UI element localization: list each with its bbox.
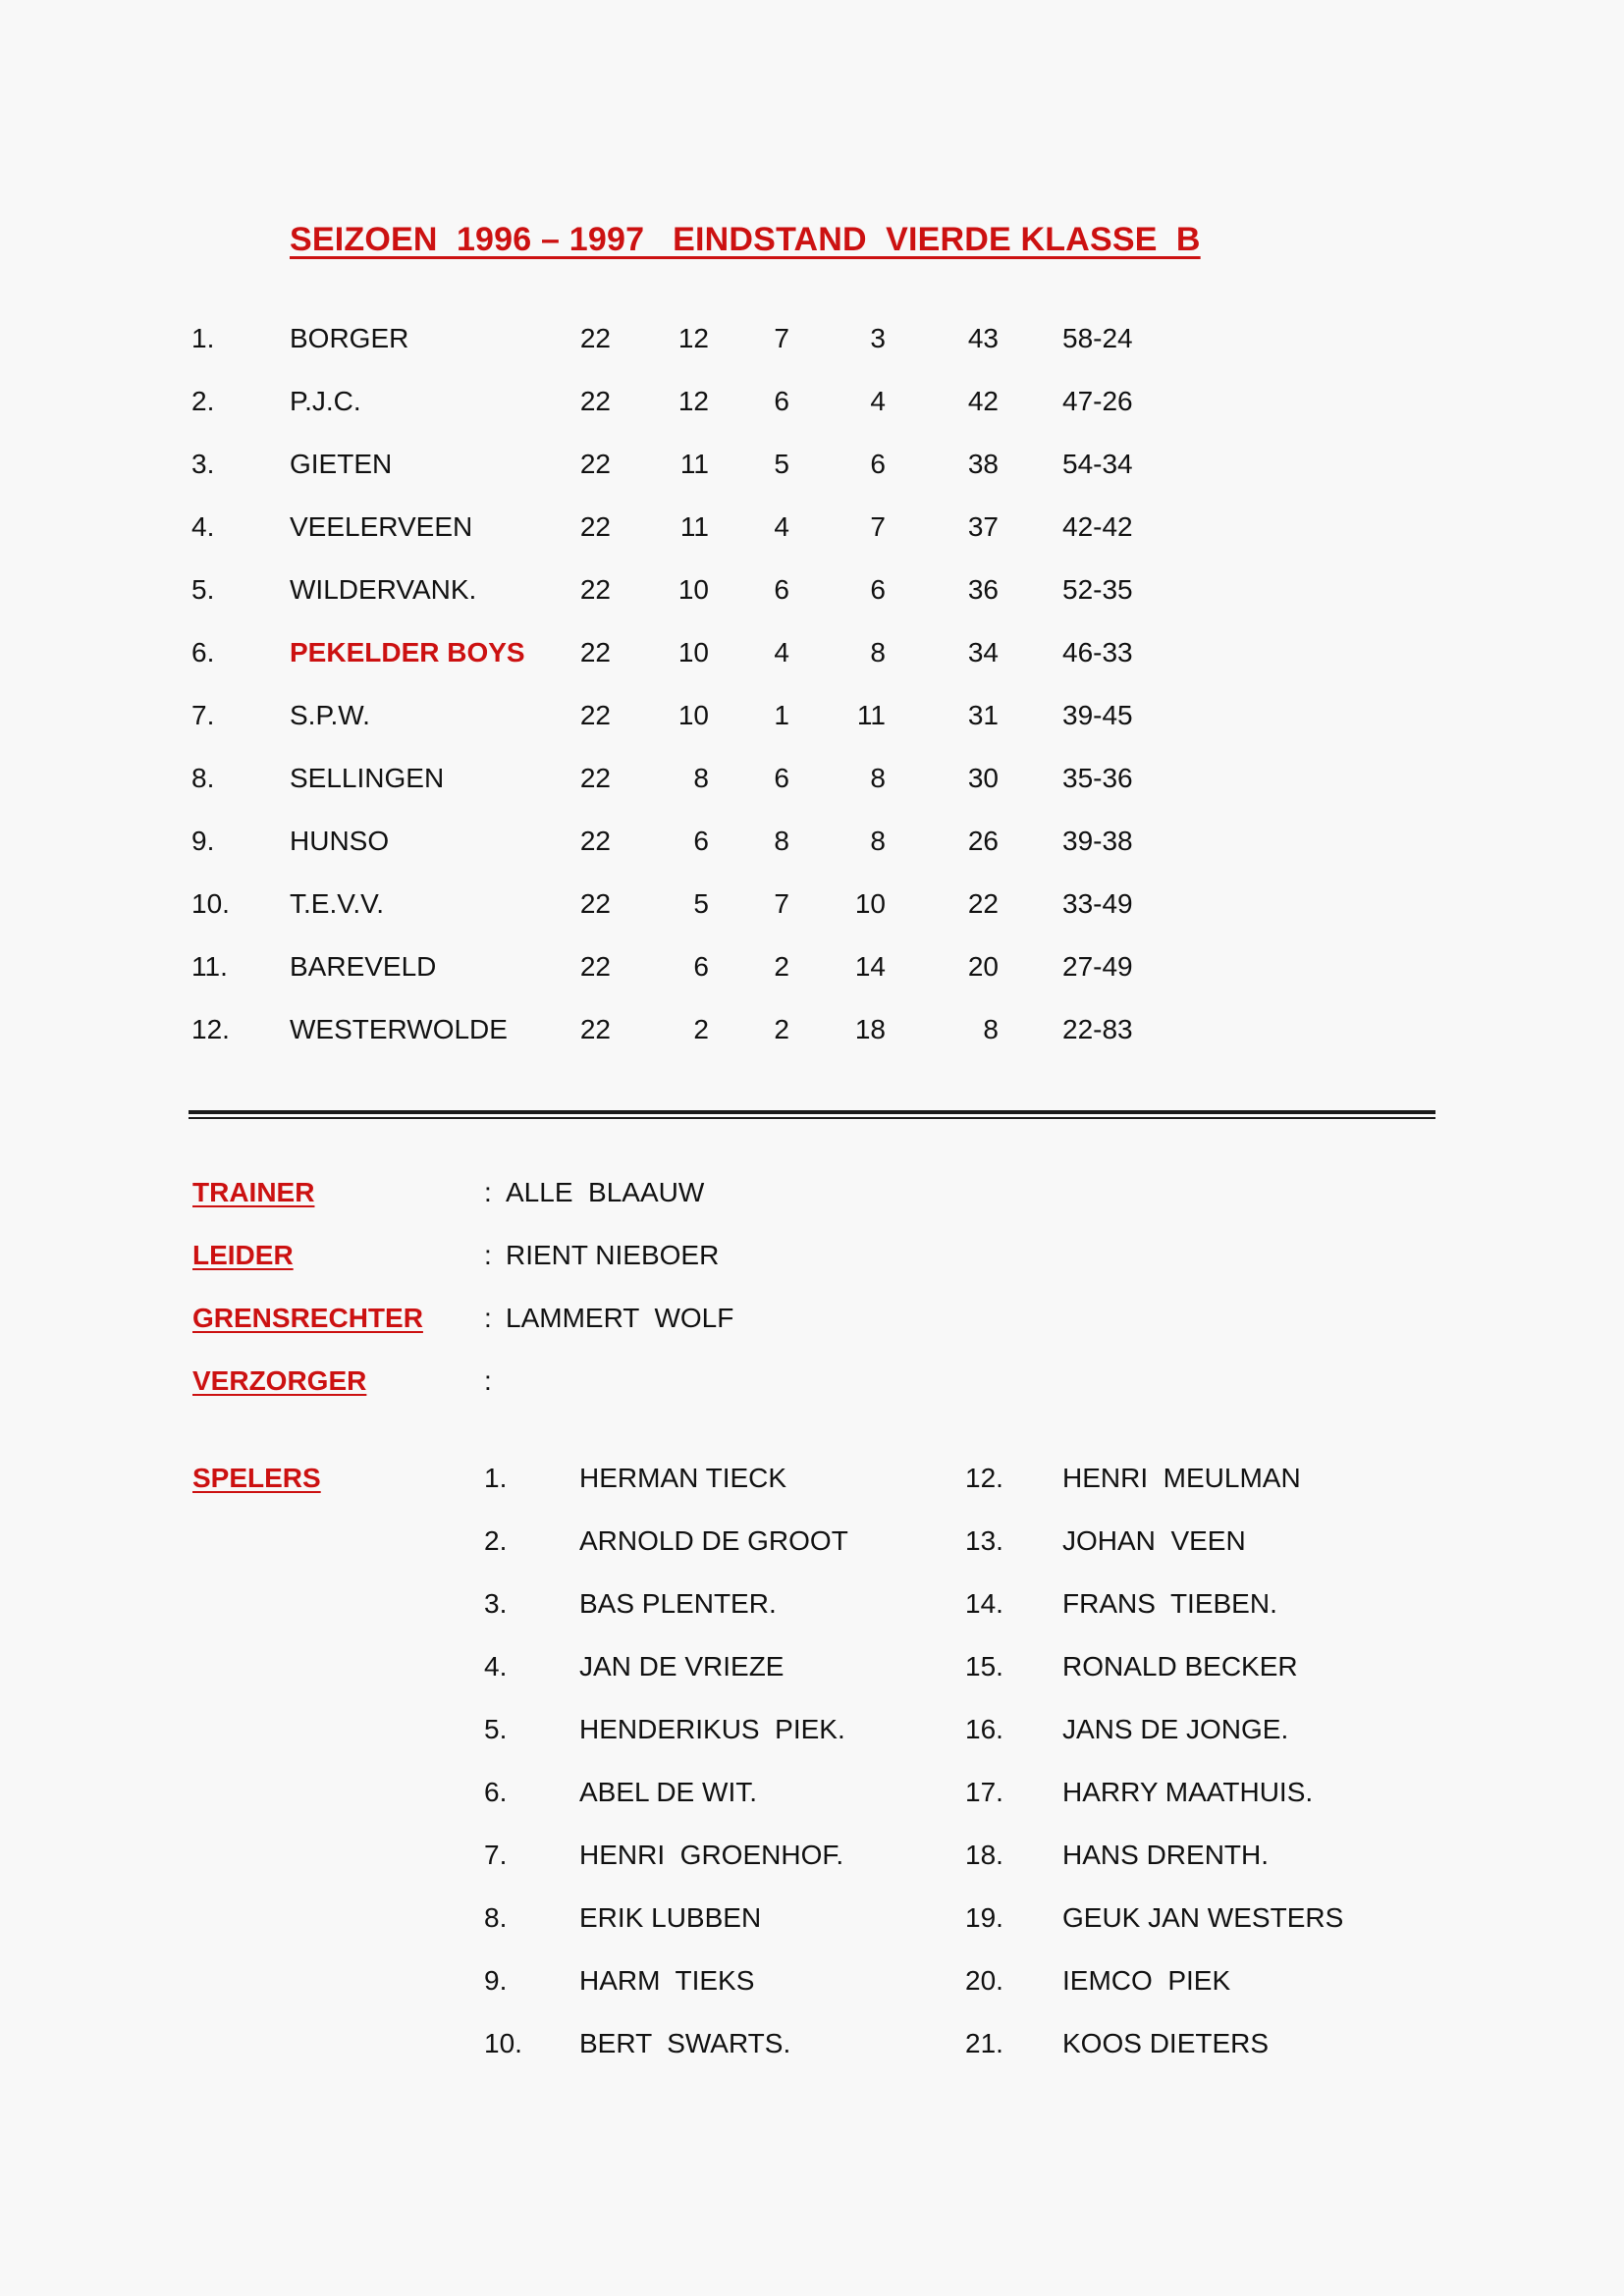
drawn-cell: 7 — [774, 323, 789, 353]
player-name: JOHAN VEEN — [1062, 1525, 1246, 1556]
player-name: HARRY MAATHUIS. — [1062, 1777, 1314, 1807]
drawn-cell: 4 — [774, 637, 789, 667]
player-number: 7. — [484, 1840, 508, 1870]
drawn-cell: 6 — [774, 574, 789, 605]
team-cell: WESTERWOLDE — [290, 1014, 508, 1044]
list-item — [0, 1896, 1624, 1958]
points-cell: 31 — [967, 700, 999, 730]
drawn-cell: 4 — [774, 511, 789, 542]
won-cell: 11 — [679, 511, 709, 542]
team-cell: S.P.W. — [290, 700, 370, 730]
player-name: BERT SWARTS. — [579, 2028, 791, 2058]
played-cell: 22 — [579, 763, 611, 793]
won-cell: 2 — [693, 1014, 709, 1044]
player-name: RONALD BECKER — [1062, 1651, 1298, 1682]
won-cell: 8 — [693, 763, 709, 793]
staff-row — [0, 1170, 1624, 1233]
page-title: SEIZOEN 1996 – 1997 EINDSTAND VIERDE KLASSE B — [290, 221, 1201, 258]
player-name: HANS DRENTH. — [1062, 1840, 1270, 1870]
list-item — [0, 1581, 1624, 1644]
divider-line-thin — [189, 1117, 1435, 1119]
drawn-cell: 5 — [774, 449, 789, 479]
player-number: 5. — [484, 1714, 508, 1744]
player-number: 16. — [965, 1714, 1003, 1744]
played-cell: 22 — [579, 449, 611, 479]
table-row — [0, 316, 1624, 379]
rank-cell: 1. — [191, 323, 215, 353]
played-cell: 22 — [579, 574, 611, 605]
rank-cell: 5. — [191, 574, 215, 605]
player-number: 19. — [965, 1902, 1003, 1933]
player-number: 21. — [965, 2028, 1003, 2058]
rank-cell: 4. — [191, 511, 215, 542]
table-row — [0, 567, 1624, 630]
played-cell: 22 — [579, 511, 611, 542]
points-cell: 30 — [967, 763, 999, 793]
played-cell: 22 — [579, 826, 611, 856]
separator: : — [484, 1303, 492, 1333]
list-item — [0, 1644, 1624, 1707]
won-cell: 6 — [693, 951, 709, 982]
goals-cell: 46-33 — [1062, 637, 1133, 667]
player-name: IEMCO PIEK — [1062, 1965, 1231, 1996]
table-row — [0, 630, 1624, 693]
lost-cell: 10 — [854, 888, 886, 919]
goals-cell: 42-42 — [1062, 511, 1133, 542]
points-cell: 38 — [967, 449, 999, 479]
player-name: HARM TIEKS — [579, 1965, 755, 1996]
points-cell: 42 — [967, 386, 999, 416]
goals-cell: 58-24 — [1062, 323, 1133, 353]
points-cell: 34 — [967, 637, 999, 667]
played-cell: 22 — [579, 323, 611, 353]
player-number: 13. — [965, 1525, 1003, 1556]
played-cell: 22 — [579, 700, 611, 730]
lost-cell: 14 — [854, 951, 886, 982]
rank-cell: 12. — [191, 1014, 230, 1044]
won-cell: 5 — [693, 888, 709, 919]
standings-table — [0, 316, 1624, 1070]
team-cell: T.E.V.V. — [290, 888, 385, 919]
played-cell: 22 — [579, 951, 611, 982]
points-cell: 22 — [967, 888, 999, 919]
player-number: 3. — [484, 1588, 508, 1619]
list-item — [0, 1958, 1624, 2021]
drawn-cell: 1 — [774, 700, 789, 730]
player-name: KOOS DIETERS — [1062, 2028, 1270, 2058]
lost-cell: 8 — [870, 637, 886, 667]
goals-cell: 27-49 — [1062, 951, 1133, 982]
played-cell: 22 — [579, 1014, 611, 1044]
lost-cell: 6 — [870, 449, 886, 479]
list-item — [0, 1770, 1624, 1833]
team-cell: GIETEN — [290, 449, 393, 479]
staff-role-label: LEIDER — [192, 1240, 294, 1270]
player-name: HENRI MEULMAN — [1062, 1463, 1301, 1493]
goals-cell: 54-34 — [1062, 449, 1133, 479]
staff-role-label: TRAINER — [192, 1177, 315, 1207]
team-cell: VEELERVEEN — [290, 511, 473, 542]
goals-cell: 39-45 — [1062, 700, 1133, 730]
table-row — [0, 1007, 1624, 1070]
player-name: HENRI GROENHOF. — [579, 1840, 844, 1870]
points-cell: 43 — [967, 323, 999, 353]
separator: : — [484, 1240, 492, 1270]
team-cell: BORGER — [290, 323, 409, 353]
player-name: HERMAN TIECK — [579, 1463, 787, 1493]
rank-cell: 2. — [191, 386, 215, 416]
drawn-cell: 7 — [774, 888, 789, 919]
player-name: FRANS TIEBEN. — [1062, 1588, 1277, 1619]
drawn-cell: 2 — [774, 1014, 789, 1044]
table-row — [0, 756, 1624, 819]
lost-cell: 7 — [870, 511, 886, 542]
team-cell: BAREVELD — [290, 951, 437, 982]
points-cell: 26 — [967, 826, 999, 856]
list-item — [0, 2021, 1624, 2084]
drawn-cell: 8 — [774, 826, 789, 856]
player-number: 1. — [484, 1463, 508, 1493]
rank-cell: 8. — [191, 763, 215, 793]
divider-line — [189, 1110, 1435, 1114]
staff-name: ALLE BLAAUW — [506, 1177, 705, 1207]
points-cell: 37 — [967, 511, 999, 542]
won-cell: 12 — [677, 323, 709, 353]
lost-cell: 18 — [854, 1014, 886, 1044]
won-cell: 10 — [677, 700, 709, 730]
player-number: 8. — [484, 1902, 508, 1933]
player-number: 6. — [484, 1777, 508, 1807]
player-number: 17. — [965, 1777, 1003, 1807]
player-name: BAS PLENTER. — [579, 1588, 777, 1619]
drawn-cell: 6 — [774, 386, 789, 416]
rank-cell: 11. — [191, 951, 228, 982]
won-cell: 10 — [677, 637, 709, 667]
list-item — [0, 1456, 1624, 1519]
table-row — [0, 379, 1624, 442]
lost-cell: 4 — [870, 386, 886, 416]
lost-cell: 8 — [870, 826, 886, 856]
staff-role-label: VERZORGER — [192, 1365, 367, 1396]
won-cell: 11 — [679, 449, 709, 479]
separator: : — [484, 1365, 492, 1396]
goals-cell: 35-36 — [1062, 763, 1133, 793]
player-number: 20. — [965, 1965, 1003, 1996]
table-row — [0, 944, 1624, 1007]
points-cell: 20 — [967, 951, 999, 982]
drawn-cell: 2 — [774, 951, 789, 982]
staff-row — [0, 1359, 1624, 1421]
points-cell: 8 — [983, 1014, 999, 1044]
played-cell: 22 — [579, 386, 611, 416]
list-item — [0, 1833, 1624, 1896]
staff-role-label: GRENSRECHTER — [192, 1303, 423, 1333]
player-number: 15. — [965, 1651, 1003, 1682]
player-number: 14. — [965, 1588, 1003, 1619]
drawn-cell: 6 — [774, 763, 789, 793]
player-name: JAN DE VRIEZE — [579, 1651, 785, 1682]
staff-row — [0, 1296, 1624, 1359]
players-list — [0, 1456, 1624, 2084]
player-number: 2. — [484, 1525, 508, 1556]
lost-cell: 8 — [870, 763, 886, 793]
player-number: 4. — [484, 1651, 508, 1682]
team-cell: WILDERVANK. — [290, 574, 477, 605]
played-cell: 22 — [579, 888, 611, 919]
won-cell: 10 — [677, 574, 709, 605]
goals-cell: 52-35 — [1062, 574, 1133, 605]
rank-cell: 3. — [191, 449, 215, 479]
table-row — [0, 693, 1624, 756]
rank-cell: 10. — [191, 888, 230, 919]
goals-cell: 47-26 — [1062, 386, 1133, 416]
table-row — [0, 881, 1624, 944]
staff-row — [0, 1233, 1624, 1296]
player-number: 18. — [965, 1840, 1003, 1870]
list-item — [0, 1519, 1624, 1581]
player-name: GEUK JAN WESTERS — [1062, 1902, 1344, 1933]
player-name: ERIK LUBBEN — [579, 1902, 762, 1933]
won-cell: 6 — [693, 826, 709, 856]
goals-cell: 22-83 — [1062, 1014, 1133, 1044]
staff-name: RIENT NIEBOER — [506, 1240, 720, 1270]
rank-cell: 6. — [191, 637, 215, 667]
team-cell: P.J.C. — [290, 386, 361, 416]
staff-list — [0, 1170, 1624, 1421]
rank-cell: 9. — [191, 826, 215, 856]
player-number: 9. — [484, 1965, 508, 1996]
staff-name: LAMMERT WOLF — [506, 1303, 734, 1333]
table-row — [0, 505, 1624, 567]
lost-cell: 11 — [856, 700, 886, 730]
team-cell: HUNSO — [290, 826, 390, 856]
lost-cell: 3 — [870, 323, 886, 353]
list-item — [0, 1707, 1624, 1770]
goals-cell: 39-38 — [1062, 826, 1133, 856]
separator: : — [484, 1177, 492, 1207]
lost-cell: 6 — [870, 574, 886, 605]
goals-cell: 33-49 — [1062, 888, 1133, 919]
player-number: 12. — [965, 1463, 1003, 1493]
played-cell: 22 — [579, 637, 611, 667]
table-row — [0, 442, 1624, 505]
player-name: JANS DE JONGE. — [1062, 1714, 1289, 1744]
rank-cell: 7. — [191, 700, 215, 730]
points-cell: 36 — [967, 574, 999, 605]
won-cell: 12 — [677, 386, 709, 416]
player-name: ABEL DE WIT. — [579, 1777, 758, 1807]
player-name: HENDERIKUS PIEK. — [579, 1714, 845, 1744]
players-heading: SPELERS — [192, 1463, 321, 1493]
player-number: 10. — [484, 2028, 522, 2058]
table-row — [0, 819, 1624, 881]
player-name: ARNOLD DE GROOT — [579, 1525, 848, 1556]
team-cell: PEKELDER BOYS — [290, 637, 525, 667]
team-cell: SELLINGEN — [290, 763, 445, 793]
